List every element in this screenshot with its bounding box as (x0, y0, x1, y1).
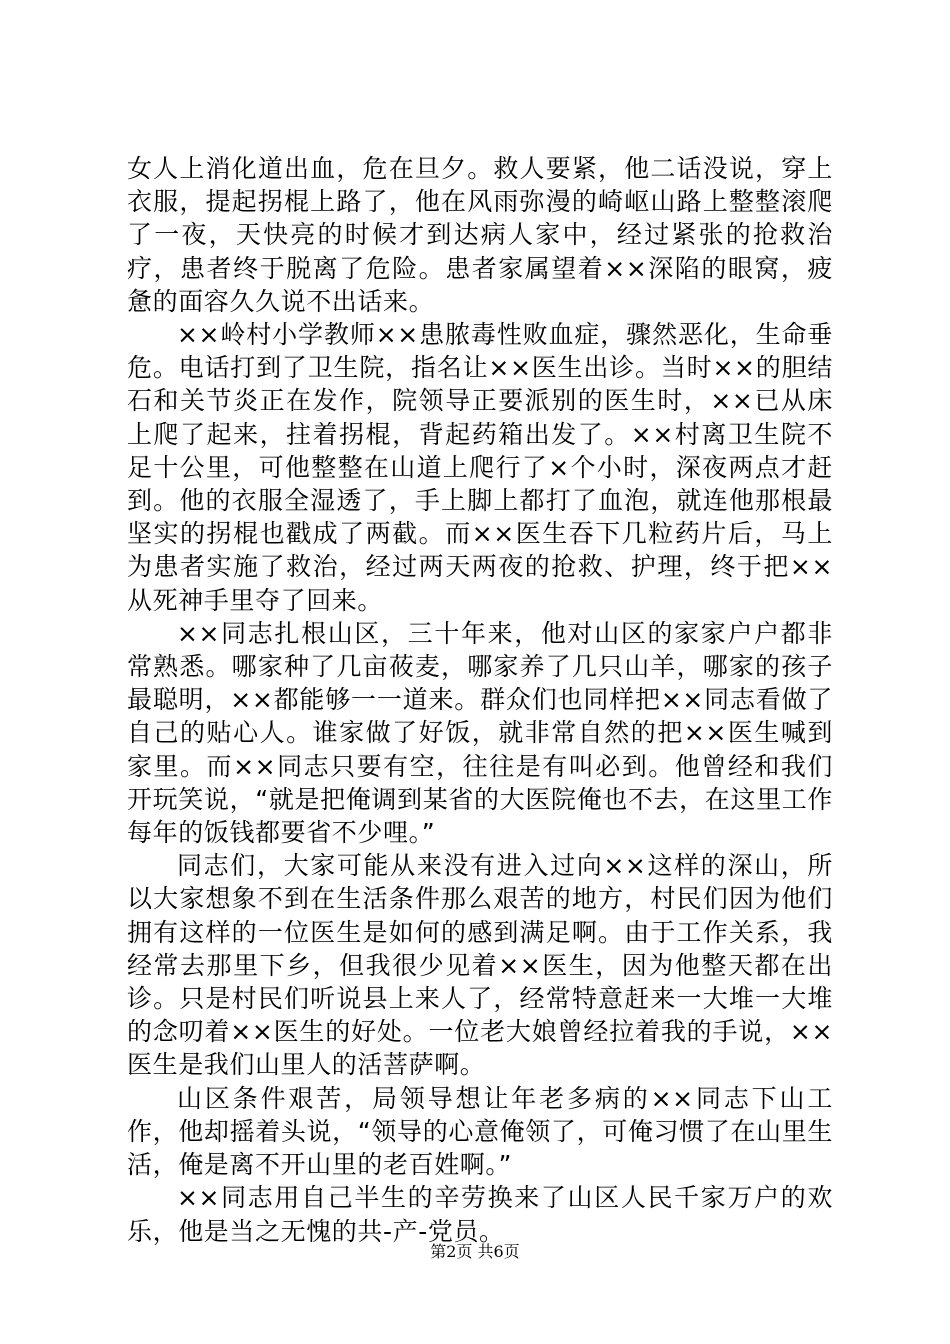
paragraph-6: ××同志用自己半生的辛劳换来了山区人民千家万户的欢乐，他是当之无愧的共-产-党员。 (127, 1183, 833, 1246)
paragraph-5: 山区条件艰苦，局领导想让年老多病的××同志下山工作，他却摇着头说，“领导的心意俺领了，可俺习惯了在山里生活，俺是离不开山里的老百姓啊。” (127, 1083, 833, 1180)
paragraph-1: 女人上消化道出血，危在旦夕。救人要紧，他二话没说，穿上衣服，提起拐棍上路了，他在风雨弥漫的崎岖山路上整整滚爬了一夜，天快亮的时候才到达病人家中，经过紧张的抢救治疗，患者终于脱离了危险。患者家属望着××深陷的眼窝，疲惫的面容久久说不出话来。 (127, 154, 833, 316)
paragraph-4: 同志们，大家可能从来没有进入过向××这样的深山，所以大家想象不到在生活条件那么艰苦的地方，村民们因为他们拥有这样的一位医生是如何的感到满足啊。由于工作关系，我经常去那里下乡，但我很少见着××医生，因为他整天都在出诊。只是村民们听说县上来人了，经常特意赶来一大堆一大堆的念叨着××医生的好处。一位老大娘曾经拉着我的手说，××医生是我们山里人的活菩萨啊。 (127, 851, 833, 1080)
paragraph-3: ××同志扎根山区，三十年来，他对山区的家家户户都非常熟悉。哪家种了几亩莜麦，哪家养了几只山羊，哪家的孩子最聪明，××都能够一一道来。群众们也同样把××同志看做了自己的贴心人。谁家做了好饭，就非常自然的把××医生喊到家里。而××同志只要有空，往往是有叫必到。他曾经和我们开玩笑说，“就是把俺调到某省的大医院俺也不去，在这里工作每年的饭钱都要省不少哩。” (127, 618, 833, 848)
document-body (127, 152, 833, 1248)
page-footer (0, 1242, 950, 1262)
paragraph-2: ××岭村小学教师××患脓毒性败血症，骤然恶化，生命垂危。电话打到了卫生院，指名让××医生出诊。当时××的胆结石和关节炎正在发作，院领导正要派别的医生时，××已从床上爬了起来，拄着拐棍，背起药箱出发了。××村离卫生院不足十公里，可他整整在山道上爬行了×个小时，深夜两点才赶到。他的衣服全湿透了，手上脚上都打了血泡，就连他那根最坚实的拐棍也戳成了两截。而××医生吞下几粒药片后，马上为患者实施了救治，经过两天两夜的抢救、护理，终于把××从死神手里夺了回来。 (127, 320, 833, 615)
page-number: 第2页 共6页 (430, 1242, 520, 1261)
